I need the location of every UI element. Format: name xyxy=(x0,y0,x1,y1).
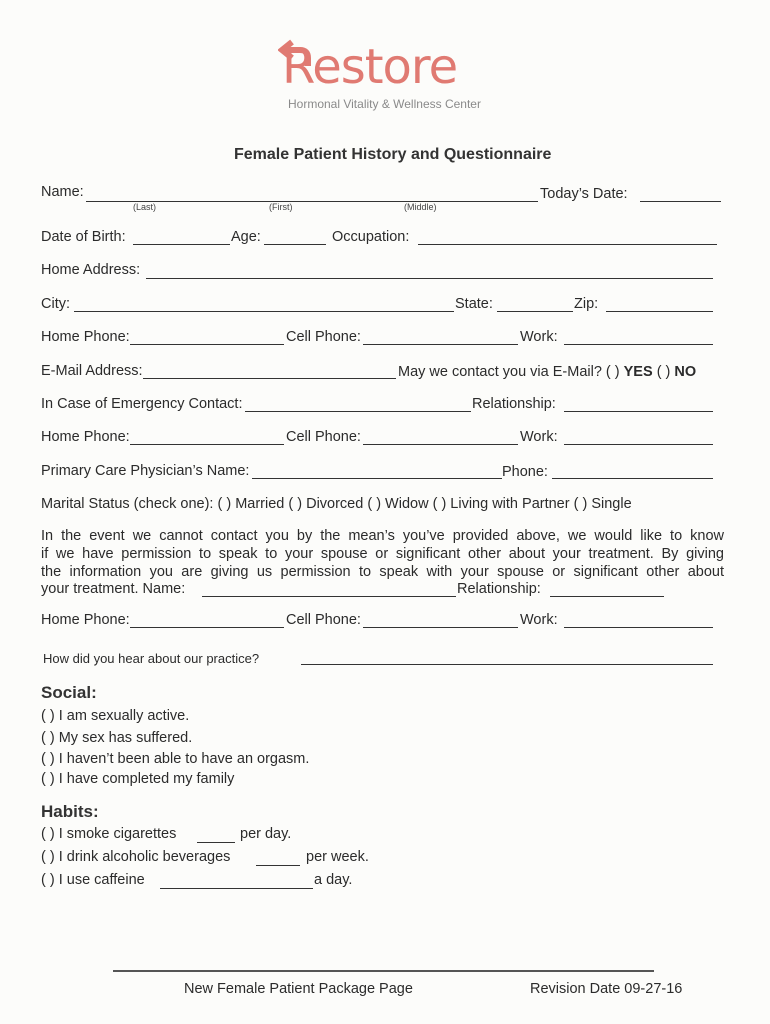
relationship-line[interactable] xyxy=(564,411,713,412)
email-line[interactable] xyxy=(143,378,396,379)
spouse-relationship-line[interactable] xyxy=(550,596,664,597)
permission-paragraph xyxy=(41,527,724,581)
home-phone-label-3: Home Phone: xyxy=(41,612,130,628)
logo-text: Restore xyxy=(282,39,458,95)
zip-label: Zip: xyxy=(574,296,599,312)
footer-revision-date: Revision Date 09-27-16 xyxy=(530,981,683,997)
pcp-phone-line[interactable] xyxy=(552,478,713,479)
caffeine-item[interactable]: ( ) I use caffeine xyxy=(41,872,145,888)
social-item-1[interactable]: ( ) I am sexually active. xyxy=(41,708,190,724)
cell-phone-label-2: Cell Phone: xyxy=(286,429,361,445)
work-label: Work: xyxy=(520,329,558,345)
tagline: Hormonal Vitality & Wellness Center xyxy=(288,97,481,111)
cell-phone-label-3: Cell Phone: xyxy=(286,612,361,628)
home-phone-label-2: Home Phone: xyxy=(41,429,130,445)
para-line-1: In the event we cannot contact you by the mean’s you’ve provided above, we would like to know xyxy=(41,528,724,544)
social-item-3[interactable]: ( ) I haven’t been able to have an orgasm. xyxy=(41,751,310,767)
home-address-line[interactable] xyxy=(146,278,713,279)
drink-line[interactable] xyxy=(256,865,300,866)
age-line[interactable] xyxy=(264,244,326,245)
para-line-2: if we have permission to speak to your spouse or significant other about your treatment. By giving xyxy=(41,546,724,562)
work-line-3[interactable] xyxy=(564,627,713,628)
cell-phone-line[interactable] xyxy=(363,344,518,345)
cell-phone-line-2[interactable] xyxy=(363,444,518,445)
home-address-label: Home Address: xyxy=(41,262,141,278)
social-item-4[interactable]: ( ) I have completed my family xyxy=(41,771,235,787)
work-label-3: Work: xyxy=(520,612,558,628)
email-label: E-Mail Address: xyxy=(41,363,143,379)
first-hint: (First) xyxy=(269,202,293,212)
spouse-name-line[interactable] xyxy=(202,596,456,597)
work-line[interactable] xyxy=(564,344,713,345)
dob-label: Date of Birth: xyxy=(41,229,126,245)
occupation-label: Occupation: xyxy=(332,229,410,245)
todays-date-label: Today’s Date: xyxy=(540,186,628,202)
no-paren: ( ) xyxy=(656,364,671,380)
footer-page-label: New Female Patient Package Page xyxy=(184,981,413,997)
caffeine-unit: a day. xyxy=(314,872,353,888)
emergency-line[interactable] xyxy=(245,411,471,412)
work-label-2: Work: xyxy=(520,429,558,445)
hear-line[interactable] xyxy=(301,664,713,665)
name-label: Name: xyxy=(41,184,84,200)
pcp-label: Primary Care Physician’s Name: xyxy=(41,463,250,479)
smoke-item[interactable]: ( ) I smoke cigarettes xyxy=(41,826,177,842)
para-line-3: the information you are giving us permission to speak with your spouse or significant other about xyxy=(41,564,724,580)
emergency-label: In Case of Emergency Contact: xyxy=(41,396,243,412)
city-line[interactable] xyxy=(74,311,454,312)
footer-rule xyxy=(113,970,654,972)
spouse-name-label: your treatment. Name: xyxy=(41,581,186,597)
todays-date-line[interactable] xyxy=(640,201,721,202)
pcp-line[interactable] xyxy=(252,478,502,479)
social-heading: Social: xyxy=(41,683,97,702)
may-contact-text: May we contact you via E-Mail? ( ) xyxy=(398,364,620,380)
cell-phone-label: Cell Phone: xyxy=(286,329,361,345)
state-label: State: xyxy=(455,296,493,312)
home-phone-label: Home Phone: xyxy=(41,329,130,345)
state-line[interactable] xyxy=(497,311,573,312)
middle-hint: (Middle) xyxy=(404,202,437,212)
caffeine-line[interactable] xyxy=(160,888,313,889)
form-title: Female Patient History and Questionnaire xyxy=(234,146,552,163)
marital-status[interactable]: Marital Status (check one): ( ) Married ( ) Divorced ( ) Widow ( ) Living with Partner ( ) Single xyxy=(41,496,632,512)
home-phone-line[interactable] xyxy=(130,344,284,345)
spouse-relationship-label: Relationship: xyxy=(457,581,541,597)
no-option[interactable]: NO xyxy=(674,364,697,380)
relationship-label: Relationship: xyxy=(472,396,556,412)
social-item-2[interactable]: ( ) My sex has suffered. xyxy=(41,730,193,746)
city-label: City: xyxy=(41,296,70,312)
cell-phone-line-3[interactable] xyxy=(363,627,518,628)
last-hint: (Last) xyxy=(133,202,157,212)
pcp-phone-label: Phone: xyxy=(502,464,548,480)
occupation-line[interactable] xyxy=(418,244,717,245)
yes-option[interactable]: YES xyxy=(623,364,653,380)
age-label: Age: xyxy=(231,229,261,245)
hear-label: How did you hear about our practice? xyxy=(43,651,260,666)
smoke-line[interactable] xyxy=(197,842,235,843)
home-phone-line-3[interactable] xyxy=(130,627,284,628)
drink-unit: per week. xyxy=(306,849,369,865)
smoke-unit: per day. xyxy=(240,826,292,842)
habits-heading: Habits: xyxy=(41,802,99,821)
home-phone-line-2[interactable] xyxy=(130,444,284,445)
email-contact-question xyxy=(398,364,696,380)
work-line-2[interactable] xyxy=(564,444,713,445)
zip-line[interactable] xyxy=(606,311,713,312)
drink-item[interactable]: ( ) I drink alcoholic beverages xyxy=(41,849,231,865)
dob-line[interactable] xyxy=(133,244,230,245)
